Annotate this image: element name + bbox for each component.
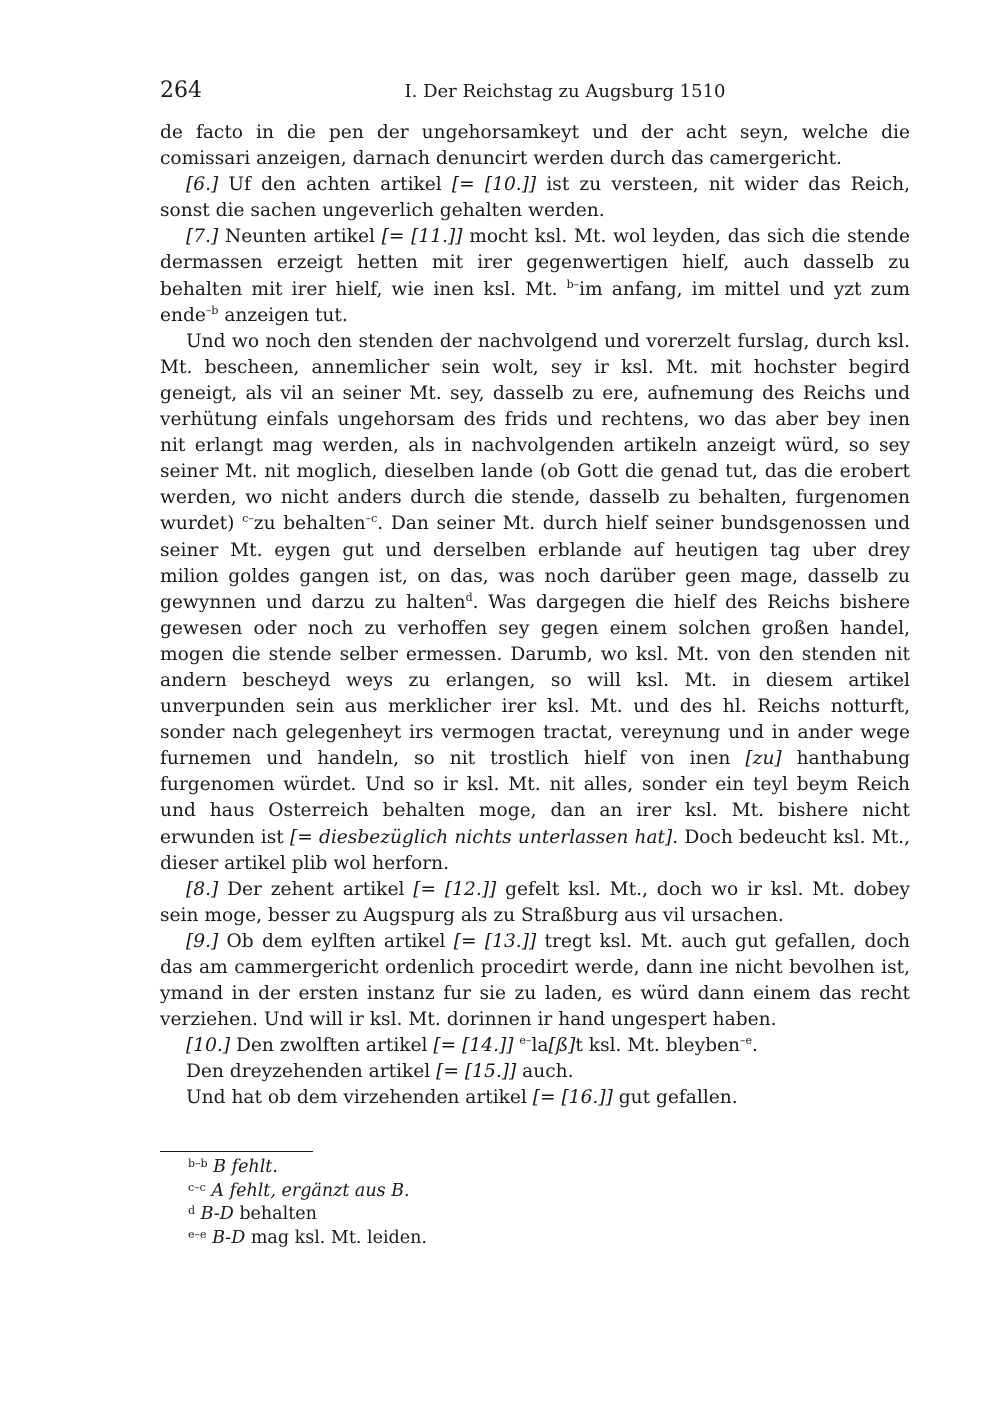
paragraph-article-8	[160, 877, 910, 929]
footnote-marker-c-start: c–	[242, 512, 254, 526]
footnote-italic: B-D	[212, 1228, 246, 1249]
paragraph-text: mocht ksl. Mt. wol leyden, das sich die stende dermassen erzeigt hetten mit irer gegenwertigen hielf, auch dasselb zu behalten mit irer hielf, wie inen ksl. Mt.	[160, 226, 910, 300]
footnote-marker-b-start: b–	[566, 277, 580, 291]
paragraph-text: . Doch bedeucht ksl. Mt., dieser artikel plib wol herforn.	[160, 826, 910, 874]
article-number: [9.]	[186, 930, 219, 952]
footnote-marker-e-start: e–	[519, 1034, 532, 1048]
paragraph-text: gut gefallen.	[612, 1087, 738, 1109]
paragraph-article-13	[160, 1059, 910, 1085]
paragraph-article-10	[160, 1033, 910, 1059]
paragraph-text: de facto in die pen der ungehorsamkeyt und der acht seyn, welche die comissari anzeigen, darnach denuncirt werden durch das camergericht.	[160, 122, 910, 170]
footnote-italic: B-D	[200, 1204, 234, 1225]
article-number: [6.]	[186, 174, 219, 196]
paragraph-text: Den dreyzehenden artikel	[186, 1061, 437, 1083]
footnote-text: mag ksl. Mt. leiden.	[245, 1228, 427, 1249]
paragraph-article-9	[160, 929, 910, 1033]
article-reference: [= [12.]]	[413, 878, 497, 900]
footnote-e	[188, 1227, 427, 1251]
paragraph-text: tregt ksl. Mt. auch gut gefallen, doch das am cammergericht ordenlich procedirt werde, dann ine nicht bevolhen ist, ymand in der ersten instanz fur sie zu laden, es würd dann einem das recht verziehen. Und will ir ksl. Mt. dorinnen ir hand ungespert haben.	[160, 930, 910, 1031]
article-reference: [= [10.]]	[451, 174, 537, 196]
page-number: 264	[160, 78, 202, 103]
editorial-note: [= diesbezüglich nichts unterlassen hat]	[289, 826, 673, 848]
paragraph-text: anzeigen tut.	[218, 304, 348, 326]
article-reference: [= [13.]]	[453, 930, 537, 952]
paragraph-main	[160, 329, 910, 877]
paragraph-text: .	[751, 1035, 758, 1057]
article-reference: [= [14.]]	[433, 1035, 514, 1057]
page	[160, 78, 910, 1112]
footnote-italic: B fehlt.	[213, 1157, 278, 1177]
body-text	[160, 120, 910, 1112]
footnote-rule	[160, 1151, 313, 1152]
paragraph-1	[160, 120, 910, 172]
article-number: [8.]	[186, 878, 219, 900]
footnote-marker-e-end: –e	[739, 1034, 752, 1048]
paragraph-text: gefelt ksl. Mt., doch wo ir ksl. Mt. dobey sein moge, besser zu Augspurg als zu Straßburg aus vil ursachen.	[160, 878, 911, 926]
footnote-c	[188, 1180, 427, 1204]
running-title: I. Der Reichstag zu Augsburg 1510	[404, 81, 726, 102]
footnote-mark: e–e	[188, 1228, 207, 1242]
paragraph-text: im anfang, im mittel und yzt zum ende	[160, 278, 911, 326]
editorial-insertion: [zu]	[745, 748, 782, 770]
footnotes	[188, 1156, 427, 1251]
footnote-d	[188, 1203, 427, 1227]
paragraph-text: zu behalten	[253, 513, 366, 535]
footnote-italic: A fehlt, ergänzt aus B.	[211, 1180, 410, 1201]
editorial-insertion: [ß]	[548, 1035, 576, 1057]
page-header	[160, 78, 910, 110]
paragraph-text: . Was dargegen die hielf des Reichs bishere gewesen oder noch zu verhoffen sey gegen einem solchen großen handel, mogen die stende selber ermessen. Darumb, wo ksl. Mt. von den stenden nit andern bescheyd weys zu erlangen, so will ksl. Mt. in diesem artikel unverpunden sein aus merklicher irer ksl. Mt. und des hl. Reichs notturft, sonder nach gelegenheyt irs vermogen tractat, vereynung und in ander wege furnemen und handeln, so nit trostlich hielf von inen	[160, 591, 910, 770]
article-number: [7.]	[186, 226, 219, 248]
footnote-mark: b–b	[188, 1157, 208, 1170]
paragraph-text: Der zehent artikel	[218, 878, 414, 900]
paragraph-text: hanthabung furgenomen würdet. Und so ir ksl. Mt. nit alles, sonder ein teyl beym Reich und haus Osterreich behalten moge, dan an irer ksl. Mt. bishere nicht erwunden ist	[160, 748, 911, 848]
footnote-marker-b-end: –b	[205, 303, 219, 317]
footnote-mark: c–c	[188, 1180, 206, 1194]
paragraph-text: Ob dem eylften artikel	[218, 930, 454, 952]
footnote-b	[188, 1156, 427, 1180]
footnote-mark: d	[188, 1204, 196, 1218]
article-reference: [= [15.]]	[436, 1061, 517, 1083]
paragraph-article-14	[160, 1085, 910, 1111]
paragraph-article-6	[160, 172, 910, 224]
article-number: [10.]	[186, 1035, 231, 1057]
footnote-text: behalten	[233, 1204, 317, 1225]
paragraph-text: Und hat ob dem virzehenden artikel	[186, 1087, 533, 1109]
footnote-marker-c-end: –c	[365, 512, 378, 526]
paragraph-text: Neunten artikel	[218, 226, 382, 248]
paragraph-text: Und wo noch den stenden der nachvolgend und vorerzelt furslag, durch ksl. Mt. bescheen, annemlicher sein wolt, sey ir ksl. Mt. mit hochster begird geneigt, als vil an seiner Mt. sey, dasselb zu ere, aufnemung des Reichs und verhütung einfals ungehorsam des frids und rechtens, wo das aber bey inen nit erlangt mag werden, als in nachvolgenden artikeln anzeigt würd, so sey seiner Mt. nit moglich, dieselben lande (ob Gott die genad tut, das die erobert werden, wo nicht anders durch die stende, dasselb zu behalten, furgenomen wurdet)	[160, 330, 910, 535]
paragraph-article-7	[160, 224, 910, 328]
paragraph-text: t ksl. Mt. bleyben	[575, 1035, 740, 1057]
paragraph-text: ist zu versteen, nit wider das Reich, sonst die sachen ungeverlich gehalten werden.	[160, 174, 910, 222]
paragraph-text: auch.	[516, 1061, 574, 1083]
article-reference: [= [11.]]	[381, 226, 463, 248]
paragraph-text: Uf den achten artikel	[218, 174, 452, 196]
footnote-marker-d: d	[465, 590, 473, 604]
article-reference: [= [16.]]	[532, 1087, 613, 1109]
paragraph-text: la	[531, 1035, 549, 1057]
paragraph-text: Den zwolften artikel	[230, 1035, 434, 1057]
paragraph-text: . Dan seiner Mt. durch hielf seiner bundsgenossen und seiner Mt. eygen gut und derselben erblande auf heutigen tag uber drey milion goldes gangen ist, on das, was noch darüber geen mage, dasselb zu gewynnen und darzu zu halten	[160, 513, 910, 613]
